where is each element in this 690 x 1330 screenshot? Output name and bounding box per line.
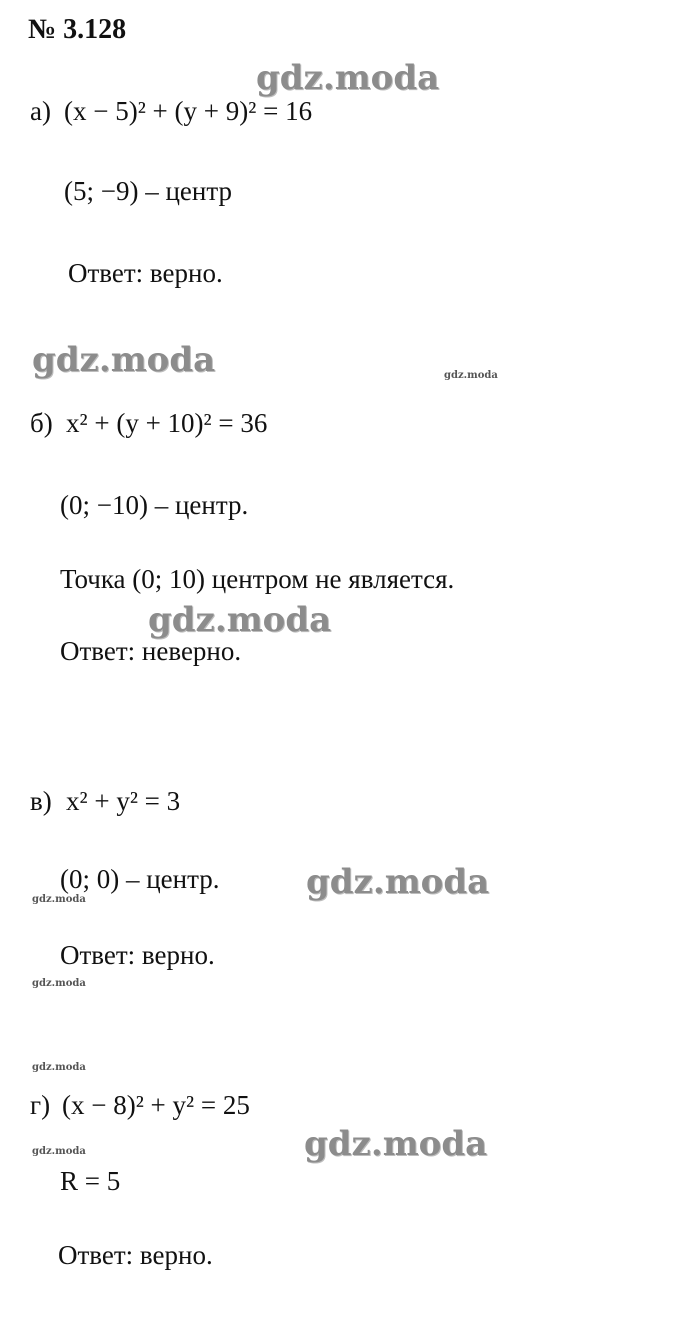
part-d-equation: (x − 8)² + y² = 25 (62, 1090, 250, 1120)
part-b-label: б) (30, 408, 53, 438)
watermark-logo: gdz.moda (304, 1124, 488, 1164)
part-b-answer: Ответ: неверно. (60, 636, 242, 666)
part-d-answer: Ответ: верно. (58, 1240, 213, 1270)
part-a-center: (5; −9) – центр (64, 176, 232, 206)
part-d-radius: R = 5 (60, 1166, 121, 1196)
part-b-center: (0; −10) – центр. (60, 490, 249, 520)
part-c-label: в) (30, 786, 52, 816)
part-b-equation: x² + (y + 10)² = 36 (66, 408, 268, 438)
part-a-label: а) (30, 96, 51, 126)
watermark-logo: gdz.moda (32, 340, 216, 380)
part-a-answer: Ответ: верно. (68, 258, 223, 288)
watermark-logo: gdz.moda (256, 58, 440, 98)
watermark-text: gdz.moda (32, 1062, 86, 1073)
watermark-logo: gdz.moda (306, 862, 490, 902)
watermark-text: gdz.moda (444, 370, 498, 381)
part-a-equation: (x − 5)² + (y + 9)² = 16 (64, 96, 313, 126)
part-c-center: (0; 0) – центр. (60, 864, 220, 894)
watermark-text: gdz.moda (32, 1146, 86, 1157)
part-c-answer: Ответ: верно. (60, 940, 215, 970)
problem-number: № 3.128 (28, 14, 127, 45)
watermark-logo: gdz.moda (148, 600, 332, 640)
part-c-equation: x² + y² = 3 (66, 786, 181, 816)
watermark-text: gdz.moda (32, 894, 86, 905)
watermark-text: gdz.moda (32, 978, 86, 989)
part-d-label: г) (30, 1090, 51, 1120)
part-b-point-note: Точка (0; 10) центром не является. (60, 564, 455, 594)
